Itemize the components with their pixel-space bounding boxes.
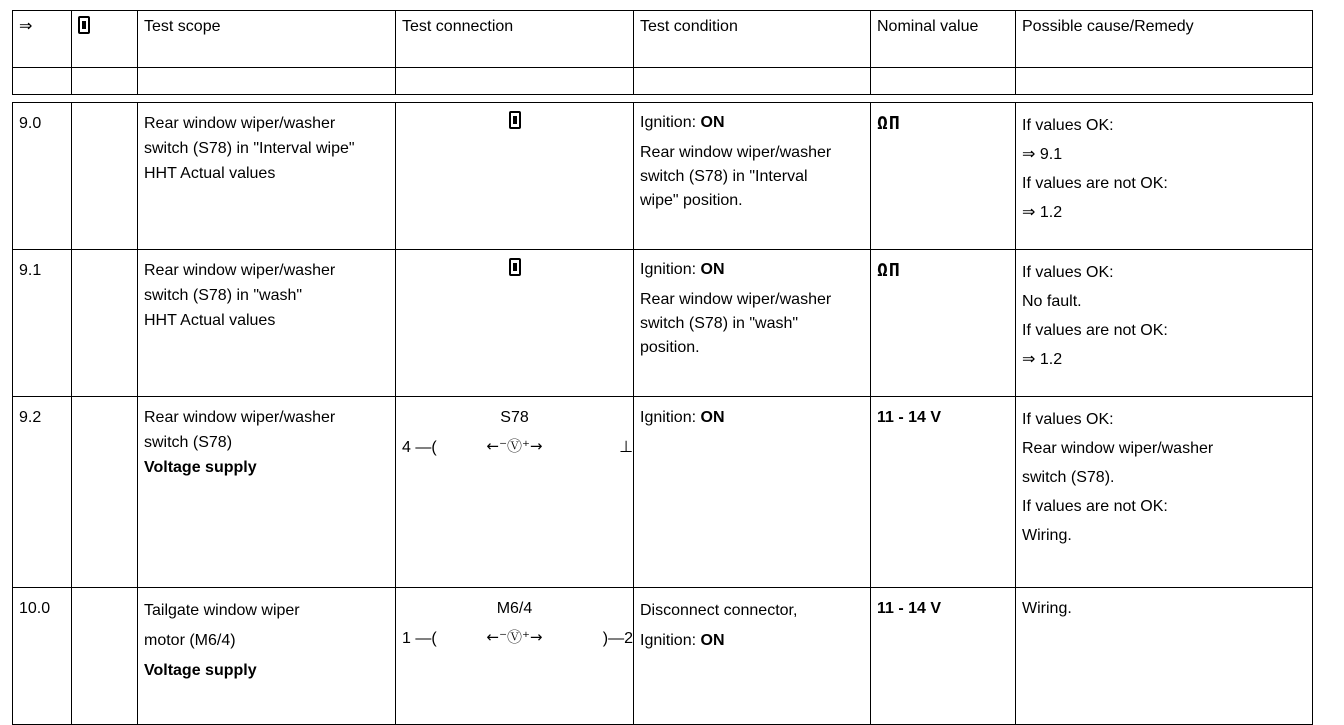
pin-left: 1 —( — [402, 630, 437, 647]
test-scope: Rear window wiper/washer switch (S78) in "Interval wipe" HHT Actual values — [138, 103, 396, 250]
pin-right: )—2 — [602, 630, 633, 647]
voltmeter-icon: ←⁻Ⓥ⁺→ — [486, 628, 543, 646]
remedy: Wiring. — [1016, 588, 1313, 725]
tester-icon — [509, 111, 521, 129]
nominal-value — [871, 250, 1016, 397]
test-condition: Disconnect connector, Ignition: ON — [634, 588, 871, 725]
header-arrow: ⇒ — [13, 11, 72, 68]
test-connection — [396, 397, 634, 588]
voltmeter-diagram — [402, 596, 633, 656]
test-connection — [396, 588, 634, 725]
voltmeter-icon: ←⁻Ⓥ⁺→ — [486, 437, 543, 455]
step-number: 9.1 — [13, 250, 72, 397]
nominal-value: 11 - 14 V — [871, 397, 1016, 588]
test-scope: Tailgate window wiper motor (M6/4) Voltage supply — [138, 588, 396, 725]
remedy: If values OK: ⇒ 9.1 If values are not OK: ⇒ 1.2 — [1016, 103, 1313, 250]
test-scope: Rear window wiper/washer switch (S78) Voltage supply — [138, 397, 396, 588]
table-row — [13, 250, 1313, 397]
tester-icon — [509, 258, 521, 276]
header-test-scope: Test scope — [138, 11, 396, 68]
actual-values-icon: ΩΠ — [877, 113, 901, 134]
voltmeter-diagram — [402, 405, 633, 465]
test-condition: Ignition: ON Rear window wiper/washer switch (S78) in "wash" position. — [634, 250, 871, 397]
step-number: 9.0 — [13, 103, 72, 250]
nominal-value — [871, 103, 1016, 250]
step-number: 9.2 — [13, 397, 72, 588]
test-condition: Ignition: ON Rear window wiper/washer switch (S78) in "Interval wipe" position. — [634, 103, 871, 250]
test-connection — [396, 103, 634, 250]
component-label: M6/4 — [496, 600, 533, 617]
header-nominal-value: Nominal value — [871, 11, 1016, 68]
pin-left: 4 —( — [402, 439, 437, 456]
tester-icon — [78, 16, 90, 34]
table-row — [13, 103, 1313, 250]
test-condition: Ignition: ON — [634, 397, 871, 588]
header-tester — [72, 11, 138, 68]
table-row — [13, 588, 1313, 725]
table-row — [13, 397, 1313, 588]
nominal-value: 11 - 14 V — [871, 588, 1016, 725]
header-test-condition: Test condition — [634, 11, 871, 68]
remedy: If values OK: Rear window wiper/washer switch (S78). If values are not OK: Wiring. — [1016, 397, 1313, 588]
component-label: S78 — [500, 409, 529, 426]
header-test-connection: Test connection — [396, 11, 634, 68]
actual-values-icon: ΩΠ — [877, 260, 901, 281]
remedy: If values OK: No fault. If values are not OK: ⇒ 1.2 — [1016, 250, 1313, 397]
test-connection — [396, 250, 634, 397]
header-possible-cause: Possible cause/Remedy — [1016, 11, 1313, 68]
header-table — [12, 10, 1313, 95]
ground-icon: ⊥ — [619, 439, 633, 456]
step-number: 10.0 — [13, 588, 72, 725]
test-table — [12, 102, 1313, 725]
test-scope: Rear window wiper/washer switch (S78) in "wash" HHT Actual values — [138, 250, 396, 397]
